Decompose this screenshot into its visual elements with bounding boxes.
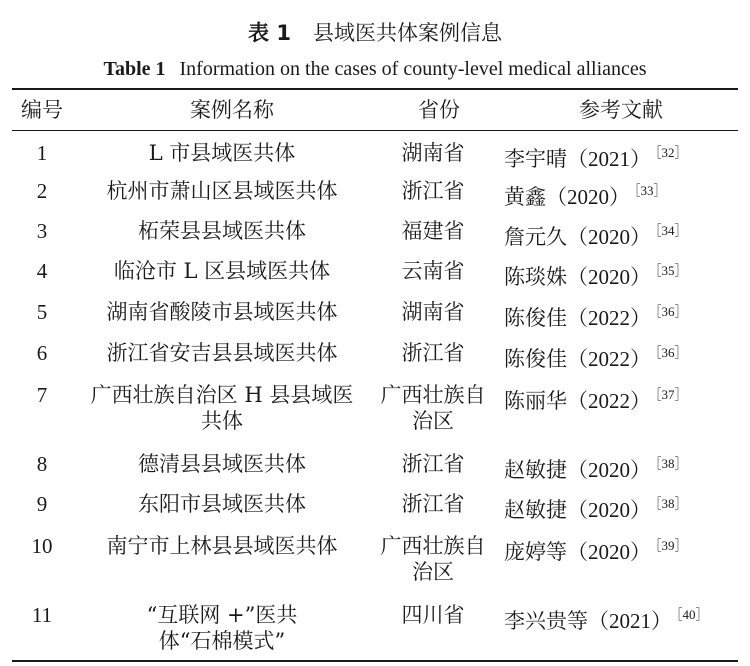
ref-citation: ［39］: [655, 538, 688, 553]
ref-author: 庞婷等: [504, 540, 567, 564]
case-name: L 市县域医共体: [148, 141, 296, 165]
ref-citation: ［38］: [655, 496, 688, 511]
ref-citation: ［34］: [655, 223, 688, 238]
ref-year: （2020）: [546, 185, 630, 209]
province: 云南省: [401, 259, 465, 283]
ref-author: 赵敏捷: [504, 498, 567, 522]
reference: [504, 218, 738, 250]
case-name: 德清县县域医共体: [138, 452, 306, 476]
case-name: 柘荣县县域医共体: [138, 219, 306, 243]
ref-citation: ［36］: [655, 304, 688, 319]
row-number: 11: [31, 603, 53, 627]
ref-citation: ［36］: [655, 345, 688, 360]
ref-citation: ［33］: [634, 183, 667, 198]
province: 浙江省: [401, 492, 465, 516]
ref-author: 陈丽华: [504, 389, 567, 413]
case-name: 广西壮族自治区 H 县县域医共体: [90, 383, 354, 433]
province: 福建省: [401, 219, 465, 243]
header-province: 省份: [418, 98, 460, 122]
table-number-cn: 表 1: [248, 21, 291, 45]
header-reference: 参考文献: [579, 98, 663, 122]
case-name: 临沧市 L 区县域医共体: [113, 259, 331, 283]
case-name: “互联网 +”医共 体“石棉模式”: [146, 603, 298, 653]
ref-author: 李兴贵等: [504, 609, 588, 633]
province: 湖南省: [401, 300, 465, 324]
row-number: 5: [36, 300, 48, 324]
case-name: 南宁市上林县县域医共体: [106, 534, 338, 558]
ref-year: （2021）: [567, 147, 651, 171]
ref-year: （2022）: [567, 306, 651, 330]
top-rule: [12, 88, 738, 90]
ref-year: （2020）: [567, 225, 651, 249]
ref-author: 詹元久: [504, 225, 567, 249]
reference: [504, 140, 738, 172]
row-number: 10: [31, 534, 53, 558]
ref-year: （2022）: [567, 389, 651, 413]
ref-author: 黄鑫: [504, 185, 546, 209]
reference: [504, 258, 738, 290]
ref-year: （2020）: [567, 540, 651, 564]
case-name: 东阳市县域医共体: [138, 492, 306, 516]
table-caption-en: Information on the cases of county-level medical alliances: [179, 58, 647, 80]
row-number: 8: [36, 452, 48, 476]
table-title-cn: [0, 20, 750, 46]
header-rule: [12, 130, 738, 131]
province: 浙江省: [401, 179, 465, 203]
reference: [504, 299, 738, 331]
ref-author: 陈琰姝: [504, 265, 567, 289]
ref-year: （2021）: [588, 609, 672, 633]
case-name: 浙江省安吉县县域医共体: [106, 341, 338, 365]
reference: [504, 533, 738, 565]
row-number: 9: [36, 492, 48, 516]
table-caption-cn: 县域医共体案例信息: [312, 21, 502, 45]
ref-citation: ［40］: [676, 607, 709, 622]
table-header: [12, 92, 738, 128]
reference: [504, 340, 738, 372]
ref-year: （2020）: [567, 265, 651, 289]
reference: [504, 451, 738, 483]
province: 浙江省: [401, 452, 465, 476]
ref-year: （2020）: [567, 498, 651, 522]
header-no: 编号: [21, 98, 63, 122]
case-name: 杭州市萧山区县域医共体: [106, 179, 338, 203]
header-case-name: 案例名称: [190, 98, 274, 122]
bottom-rule: [12, 660, 738, 662]
province: 广西壮族自 治区: [380, 534, 486, 584]
ref-author: 李宇晴: [504, 147, 567, 171]
row-number: 6: [36, 341, 48, 365]
ref-year: （2022）: [567, 347, 651, 371]
ref-citation: ［32］: [655, 145, 688, 160]
province: 浙江省: [401, 341, 465, 365]
province: 广西壮族自 治区: [380, 383, 486, 433]
ref-author: 陈俊佳: [504, 347, 567, 371]
reference: [504, 178, 738, 210]
ref-author: 赵敏捷: [504, 458, 567, 482]
row-number: 7: [36, 383, 48, 407]
row-number: 1: [36, 141, 48, 165]
reference: [504, 382, 738, 414]
reference: [504, 491, 738, 523]
row-number: 3: [36, 219, 48, 243]
ref-author: 陈俊佳: [504, 306, 567, 330]
reference: [504, 602, 738, 634]
ref-year: （2020）: [567, 458, 651, 482]
row-number: 2: [36, 179, 48, 203]
ref-citation: ［38］: [655, 456, 688, 471]
ref-citation: ［35］: [655, 263, 688, 278]
province: 四川省: [401, 603, 465, 627]
table-title-en: [0, 57, 750, 81]
ref-citation: ［37］: [655, 387, 688, 402]
province: 湖南省: [401, 141, 465, 165]
case-name: 湖南省酸陵市县域医共体: [106, 300, 338, 324]
row-number: 4: [36, 259, 48, 283]
table-number-en: Table 1: [103, 58, 166, 80]
